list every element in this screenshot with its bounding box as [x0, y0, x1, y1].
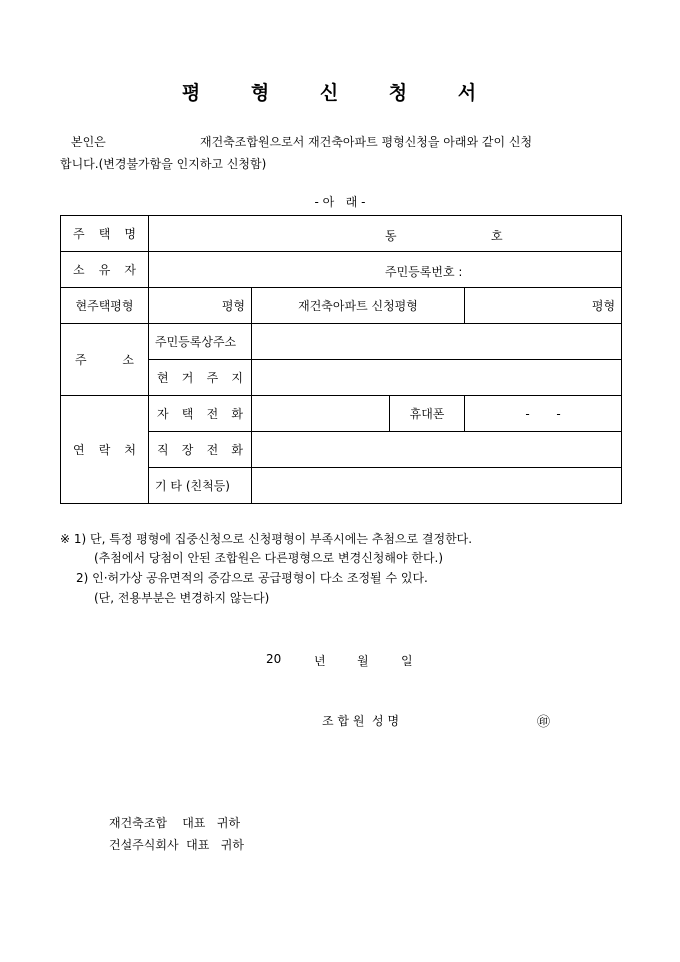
- ho-label: 호: [491, 229, 503, 243]
- owner-value-cell[interactable]: [149, 252, 622, 288]
- current-residence-field[interactable]: [252, 360, 622, 396]
- signature-label: 조 합 원 성 명: [322, 714, 400, 728]
- page-title: 평 형 신 청 서: [181, 82, 499, 104]
- owner-label: 소 유 자: [73, 263, 136, 277]
- house-label-cell: [61, 216, 149, 252]
- section-heading: - 아 래 -: [314, 195, 366, 209]
- house-row: [61, 216, 622, 252]
- work-phone-field[interactable]: [252, 432, 622, 468]
- owner-row: [61, 252, 622, 288]
- contact-row-1: [61, 396, 622, 432]
- current-residence-label: 현 거 주 지: [157, 371, 243, 385]
- resident-number-label: 주민등록번호 :: [385, 265, 463, 279]
- home-phone-label: 자 택 전 화: [157, 407, 243, 421]
- mobile-label: 휴대폰: [390, 396, 465, 432]
- contact-label-cell: [61, 396, 149, 504]
- home-phone-label-cell: [149, 396, 252, 432]
- intro-line2: 합니다.(변경불가함을 인지하고 신청함): [60, 157, 267, 171]
- note-line-3: 2) 인·허가상 공유면적의 증감으로 공급평형이 다소 조정될 수 있다.: [76, 571, 428, 585]
- intro-line1: 재건축조합원으로서 재건축아파트 평형신청을 아래와 같이 신청: [200, 135, 533, 149]
- current-size-unit[interactable]: 평형: [149, 288, 252, 324]
- current-residence-label-cell: [149, 360, 252, 396]
- date-year: 년: [314, 654, 326, 668]
- date-year-prefix: 20: [266, 652, 282, 666]
- contact-label: 연 락 처: [73, 443, 136, 457]
- date-day: 일: [401, 654, 413, 668]
- work-phone-label-cell: [149, 432, 252, 468]
- registered-address-field[interactable]: [252, 324, 622, 360]
- apply-size-label: 재건축아파트 신청평형: [252, 288, 465, 324]
- dong-label: 동: [385, 229, 397, 243]
- apply-size-unit[interactable]: 평형: [465, 288, 622, 324]
- owner-label-cell: [61, 252, 149, 288]
- address-label-cell: [61, 324, 149, 396]
- work-phone-label: 직 장 전 화: [157, 443, 243, 457]
- house-label: 주 택 명: [73, 227, 136, 241]
- other-contact-label: 기 타 (친척등): [149, 468, 252, 504]
- application-table: [60, 215, 622, 504]
- registered-address-label: 주민등록상주소: [149, 324, 252, 360]
- home-phone-field[interactable]: [252, 396, 390, 432]
- address-label: 주 소: [75, 353, 134, 367]
- addressee-line-2: 건설주식회사 대표 귀하: [109, 838, 244, 852]
- size-row: [61, 288, 622, 324]
- mobile-field[interactable]: - -: [465, 396, 622, 432]
- addressee-line-1: 재건축조합 대표 귀하: [109, 816, 241, 830]
- other-contact-field[interactable]: [252, 468, 622, 504]
- date-month: 월: [357, 654, 369, 668]
- note-line-1: ※ 1) 단, 특정 평형에 집중신청으로 신청평형이 부족시에는 추첨으로 결정한다.: [60, 532, 473, 546]
- address-row-1: [61, 324, 622, 360]
- intro-prefix: 본인은: [71, 135, 106, 149]
- note-line-2: (추첨에서 당첨이 안된 조합원은 다른평형으로 변경신청해야 한다.): [94, 551, 444, 565]
- seal-mark[interactable]: ㊞: [537, 715, 551, 730]
- house-value-cell[interactable]: [149, 216, 622, 252]
- current-size-label: 현주택평형: [61, 288, 149, 324]
- note-line-4: (단, 전용부분은 변경하지 않는다): [94, 591, 270, 605]
